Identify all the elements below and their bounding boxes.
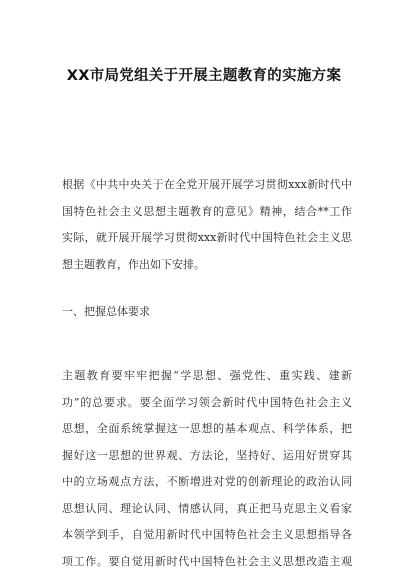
body-paragraph <box>62 363 352 575</box>
intro-paragraph <box>62 172 352 278</box>
paragraph-line: 中的立场观点方法，不断增进对党的创新理论的政治认同 <box>62 475 352 488</box>
paragraph-line: 功”的总要求。要全面学习领会新时代中国特色社会主义 <box>62 395 352 409</box>
paragraph-line: 国特色社会主义思想主题教育的意见》精神，结合**工作 <box>62 204 352 218</box>
document-title: XX市局党组关于开展主题教育的实施方案 <box>66 68 342 84</box>
paragraph-line: 主题教育要牢牢把握“学思想、强党性、重实践、建新 <box>62 369 352 382</box>
paragraph-line: 项工作。要自觉用新时代中国特色社会主义思想改造主观 <box>62 554 352 568</box>
paragraph-line: 思想，全面系统掌握这一思想的基本观点、科学体系，把 <box>62 422 352 435</box>
paragraph-line: 根据《中共中央关于在全党开展开展学习贯彻xxx新时代中 <box>62 178 352 191</box>
paragraph-line: 实际，就开展开展学习贯彻xxx新时代中国特色社会主义思 <box>62 231 352 244</box>
paragraph-line: 想主题教育，作出如下安排。 <box>62 257 205 271</box>
paragraph-line: 握好这一思想的世界观、方法论，坚持好、运用好贯穿其 <box>62 448 352 462</box>
paragraph-line: 本领学到手，自觉用新时代中国特色社会主义思想指导各 <box>62 528 352 541</box>
section-heading: 一、把握总体要求 <box>62 305 150 318</box>
paragraph-line: 思想认同、理论认同、情感认同，真正把马克思主义看家 <box>62 501 352 515</box>
